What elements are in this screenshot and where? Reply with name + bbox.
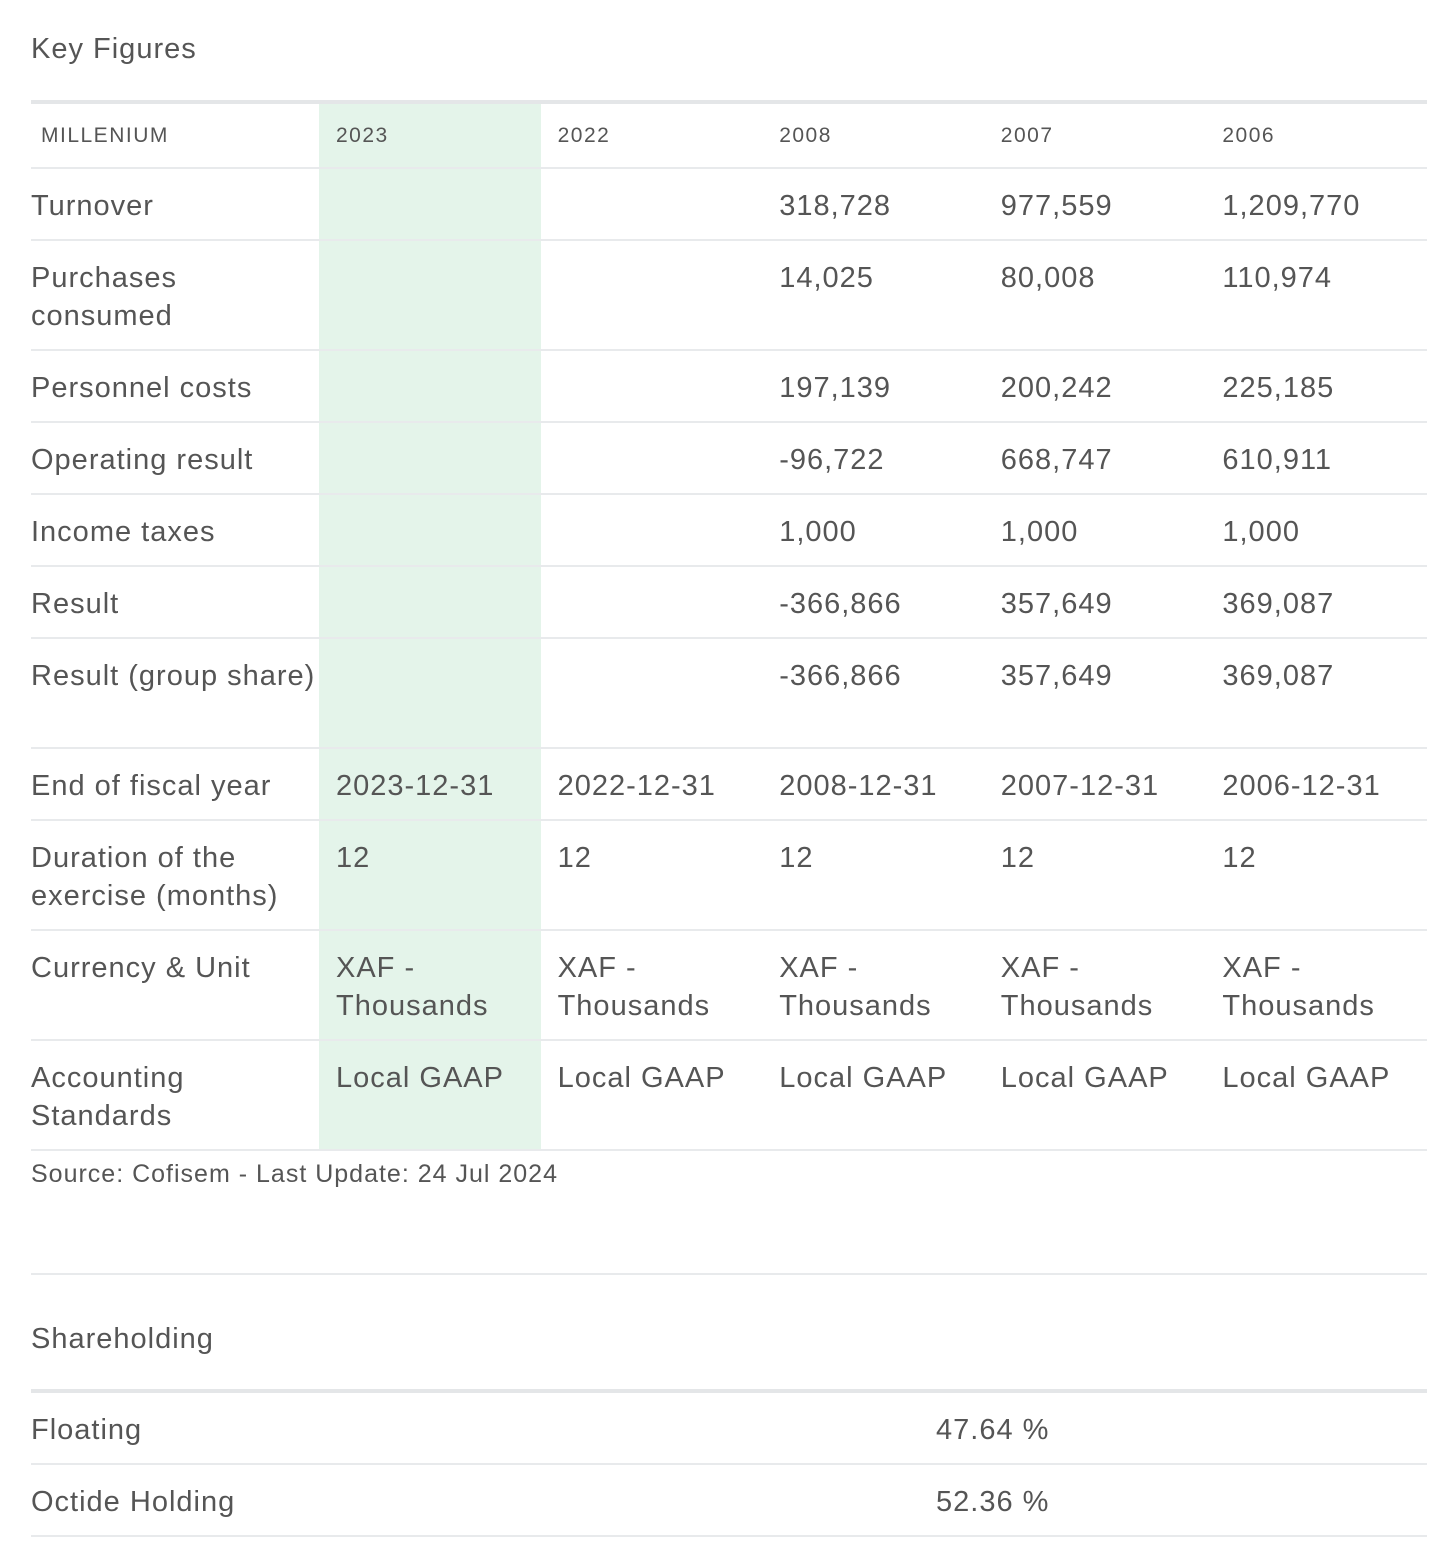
year-header-2022: 2022 (557, 123, 611, 147)
figure-cell-2023 (319, 494, 541, 566)
shareholding-table (31, 1389, 1427, 1537)
figure-cell-2023: 2023-12-31 (319, 748, 541, 820)
figure-cell-2008: 318,728 (779, 190, 892, 222)
figure-cell-2008: -366,866 (779, 660, 902, 692)
key-figures-row (31, 566, 1427, 638)
shareholder-row (31, 1391, 1427, 1464)
company-name-header: MILLENIUM (41, 123, 169, 147)
figure-cell-2022: Local GAAP (557, 1062, 726, 1094)
figure-cell-2008: Local GAAP (779, 1062, 948, 1094)
row-label: Income taxes (31, 516, 216, 548)
figure-cell-2023 (319, 422, 541, 494)
figure-cell-2022: 12 (557, 842, 592, 874)
figure-cell-2008: -96,722 (779, 444, 885, 476)
row-label: Turnover (31, 190, 154, 222)
figure-cell-2008: 1,000 (779, 516, 857, 548)
shareholder-row (31, 1464, 1427, 1536)
shareholder-name: Octide Holding (31, 1486, 236, 1518)
figure-cell-2023 (319, 350, 541, 422)
figure-cell-2008: 197,139 (779, 372, 892, 404)
shareholder-percent: 52.36 % (936, 1486, 1050, 1518)
figure-cell-2007: 977,559 (1000, 190, 1113, 222)
year-header-2007: 2007 (1000, 123, 1054, 147)
figure-cell-2006: 2006-12-31 (1222, 770, 1381, 802)
figure-cell-2008: -366,866 (779, 588, 902, 620)
row-label: Result (31, 588, 120, 620)
key-figures-row (31, 820, 1427, 930)
figure-cell-2007: 2007-12-31 (1000, 770, 1160, 802)
row-label: End of fiscal year (31, 770, 272, 802)
row-label: Result (group share) (31, 660, 316, 692)
key-figures-row (31, 240, 1427, 350)
shareholder-percent: 47.64 % (936, 1414, 1050, 1446)
figure-cell-2023: 12 (319, 820, 541, 930)
figure-cell-2007: XAF - Thousands (1000, 952, 1154, 1022)
figure-cell-2007: 80,008 (1000, 262, 1096, 294)
figure-cell-2006: 369,087 (1222, 588, 1335, 620)
figure-cell-2022 (541, 168, 763, 240)
key-figures-title: Key Figures (31, 33, 197, 65)
figure-cell-2006: Local GAAP (1222, 1062, 1391, 1094)
figure-cell-2022 (541, 638, 763, 748)
figure-cell-2023: XAF - Thousands (319, 930, 541, 1040)
row-label: Purchases consumed (31, 262, 178, 332)
figure-cell-2006: 610,911 (1222, 444, 1333, 476)
key-figures-table (31, 100, 1427, 1151)
figure-cell-2007: 668,747 (1000, 444, 1113, 476)
figure-cell-2023 (319, 638, 541, 748)
figure-cell-2008: 12 (779, 842, 814, 874)
year-header-2006: 2006 (1222, 123, 1276, 147)
figure-cell-2022: XAF - Thousands (557, 952, 711, 1022)
figure-cell-2023 (319, 168, 541, 240)
year-header-2023: 2023 (319, 102, 541, 168)
figure-cell-2006: 1,209,770 (1222, 190, 1361, 222)
figure-cell-2006: 225,185 (1222, 372, 1335, 404)
key-figures-row (31, 422, 1427, 494)
key-figures-row (31, 168, 1427, 240)
key-figures-row (31, 1040, 1427, 1150)
figure-cell-2006: 369,087 (1222, 660, 1335, 692)
figure-cell-2022 (541, 566, 763, 638)
key-figures-row (31, 638, 1427, 748)
source-note: Source: Cofisem - Last Update: 24 Jul 2024 (31, 1160, 558, 1188)
figure-cell-2022 (541, 240, 763, 350)
row-label: Duration of the exercise (months) (31, 842, 279, 912)
key-figures-row (31, 350, 1427, 422)
figure-cell-2007: 357,649 (1000, 660, 1113, 692)
figure-cell-2008: 14,025 (779, 262, 874, 294)
row-label: Personnel costs (31, 372, 253, 404)
figure-cell-2006: 110,974 (1222, 262, 1333, 294)
shareholding-title: Shareholding (31, 1323, 214, 1355)
shareholder-name: Floating (31, 1414, 143, 1446)
row-label: Accounting Standards (31, 1062, 185, 1132)
figure-cell-2022 (541, 494, 763, 566)
section-divider (31, 1273, 1427, 1275)
row-label: Currency & Unit (31, 952, 251, 984)
figure-cell-2007: 12 (1000, 842, 1036, 874)
figure-cell-2007: 200,242 (1000, 372, 1113, 404)
year-header-2008: 2008 (779, 123, 832, 147)
figure-cell-2007: 357,649 (1000, 588, 1113, 620)
figure-cell-2023 (319, 566, 541, 638)
figure-cell-2006: 12 (1222, 842, 1257, 874)
figure-cell-2022 (541, 350, 763, 422)
row-label: Operating result (31, 444, 254, 476)
key-figures-row (31, 930, 1427, 1040)
figure-cell-2007: Local GAAP (1000, 1062, 1169, 1094)
figure-cell-2006: 1,000 (1222, 516, 1300, 548)
figure-cell-2022 (541, 422, 763, 494)
figure-cell-2023 (319, 240, 541, 350)
figure-cell-2022: 2022-12-31 (557, 770, 716, 802)
key-figures-row (31, 748, 1427, 820)
figure-cell-2007: 1,000 (1000, 516, 1079, 548)
figure-cell-2008: XAF - Thousands (779, 952, 932, 1022)
key-figures-row (31, 494, 1427, 566)
figure-cell-2008: 2008-12-31 (779, 770, 938, 802)
figure-cell-2023: Local GAAP (319, 1040, 541, 1150)
key-figures-header-row (31, 102, 1427, 168)
figure-cell-2006: XAF - Thousands (1222, 952, 1375, 1022)
